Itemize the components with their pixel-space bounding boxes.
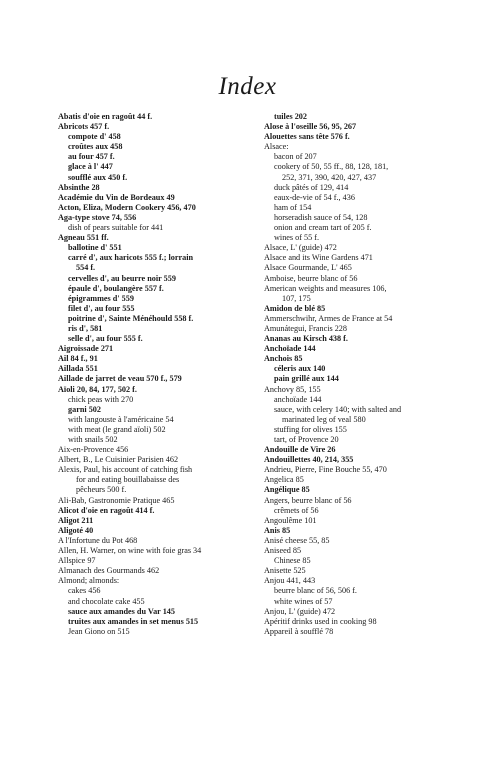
index-entry: Amunátegui, Francis 228 [264,323,347,333]
index-entry: glace à l' 447 [68,162,113,172]
index-entry: Aïoli 20, 84, 177, 502 f. [58,384,137,394]
index-entry: Almanach des Gourmands 462 [58,566,160,576]
index-entry: truites aux amandes in set menus 515 [68,616,199,626]
index-entry: Aga-type stove 74, 556 [58,212,137,222]
index-entry: anchoïade 144 [274,394,322,404]
index-entry: crêmets of 56 [274,505,319,515]
index-entry: horseradish sauce of 54, 128 [274,212,368,222]
index-entry: soufflé aux 450 f. [68,172,128,182]
index-entry: Aillada 551 [58,364,98,374]
index-entry: and chocolate cake 455 [68,596,145,606]
index-entry: filet d', au four 555 [68,303,135,313]
index-entry: sauce, with celery 140; with salted and [274,404,402,414]
index-entry: onion and cream tart of 205 f. [274,223,372,233]
index-entry: ham of 154 [274,202,312,212]
index-entry: poitrine d', Sainte Ménéhould 558 f. [68,313,194,323]
index-entry: Anis 85 [264,525,291,535]
index-entry: Aillade de jarret de veau 570 f., 579 [58,374,182,384]
index-entry: eaux-de-vie of 54 f., 436 [274,192,355,202]
index-entry: Acton, Eliza, Modern Cookery 456, 470 [58,202,196,212]
index-entry: ballotine d' 551 [68,243,122,253]
index-entry: Alouettes sans tête 576 f. [264,132,350,142]
index-entry: au four 457 f. [68,152,115,162]
index-entry: Andouillettes 40, 214, 355 [264,455,354,465]
index-entry: Ananas au Kirsch 438 f. [264,334,348,344]
index-entry: carré d', aux haricots 555 f.; lorrain [68,253,194,263]
index-entry: Aligoté 40 [58,525,94,535]
index-entry: Alsace Gourmande, L' 465 [264,263,352,273]
index-entry: compote d' 458 [68,132,121,142]
index-entry: dish of pears suitable for 441 [68,223,164,233]
index-entry: white wines of 57 [274,596,333,606]
index-entry: céleris aux 140 [274,364,326,374]
index-entry: Alexis, Paul, his account of catching fish [58,465,193,475]
index-entry: Amidon de blé 85 [264,303,326,313]
index-entry: Aniseed 85 [264,546,302,556]
index-entry: with snails 502 [68,435,118,444]
index-entry: Aigroissade 271 [58,344,114,354]
index-entry: beurre blanc of 56, 506 f. [274,586,357,596]
index-entry: wines of 55 f. [274,233,320,243]
index-entry: A l'Infortune du Pot 468 [58,535,138,545]
index-entry: bacon of 207 [274,152,317,162]
index-entry: Angoulême 101 [264,515,317,525]
index-entry: Ali-Bab, Gastronomie Pratique 465 [58,495,175,505]
index-entry: Anchovy 85, 155 [264,384,321,394]
index-column-right [264,112,457,637]
index-entry: sauce aux amandes du Var 145 [68,606,175,616]
index-entry: Chinese 85 [274,556,311,566]
index-entry: Ail 84 f., 91 [58,354,98,364]
index-entry: Allen, H. Warner, on wine with foie gras 34 [58,546,202,556]
index-entry: for and eating bouillabaisse des [76,475,180,485]
page-title: Index [218,73,277,100]
index-entry: Anjou 441, 443 [264,576,316,586]
index-entry: tuiles 202 [274,112,307,121]
index-entry: Anchois 85 [264,354,303,364]
index-entry: Abricots 457 f. [58,122,110,132]
index-entry: cakes 456 [68,586,101,596]
index-entry: Apéritif drinks used in cooking 98 [264,616,377,626]
index-entry: Anjou, L' (guide) 472 [264,606,336,616]
index-entry: chick peas with 270 [68,394,134,404]
index-entry: Anisette 525 [264,566,306,576]
index-entry: Alsace: [264,142,289,152]
index-entry: marinated leg of veal 580 [282,414,366,424]
index-entry: Angélique 85 [264,485,310,495]
index-entry: Académie du Vin de Bordeaux 49 [58,192,175,202]
index-entry: Absinthe 28 [58,182,100,192]
index-entry: Aligot 211 [58,515,94,525]
index-entry: cervelles d', au beurre noir 559 [68,273,176,283]
index-entry: croûtes aux 458 [68,142,123,152]
index-entry: garni 502 [68,404,101,414]
index-entry: 107, 175 [282,293,311,303]
index-entry: épigrammes d' 559 [68,293,134,303]
index-entry: pêcheurs 500 f. [76,485,127,495]
index-entry: Almond; almonds: [58,576,120,586]
index-entry: 554 f. [76,263,96,273]
index-entry: Amboise, beurre blanc of 56 [264,273,358,283]
index-entry: with meat (le grand aïoli) 502 [68,424,166,434]
index-entry: tart, of Provence 20 [274,435,339,444]
index-entry: Allspice 97 [58,556,96,566]
index-column-left [58,112,251,637]
index-entry: Albert, B., Le Cuisinier Parisien 462 [58,455,179,465]
index-entry: Jean Giono on 515 [68,626,130,636]
index-entry: Alose à l'oseille 56, 95, 267 [264,122,357,132]
index-entry: Ammerschwihr, Armes de France at 54 [264,313,393,323]
index-entry: Alsace, L' (guide) 472 [264,243,337,253]
index-entry: cookery of 50, 55 ff., 88, 128, 181, [274,162,389,172]
index-entry: Appareil à soufflé 78 [264,626,334,636]
index-entry: stuffing for olives 155 [274,424,347,434]
index-entry: Alsace and its Wine Gardens 471 [264,253,373,263]
index-entry: épaule d', boulangère 557 f. [68,283,164,293]
index-entry: ris d', 581 [68,323,103,333]
index-entry: duck pâtés of 129, 414 [274,182,349,192]
index-entry: Agneau 551 ff. [58,233,109,243]
index-entry: Andrieu, Pierre, Fine Bouche 55, 470 [264,465,387,475]
index-entry: selle d', au four 555 f. [68,334,143,344]
index-entry: Angelica 85 [264,475,304,485]
index-entry: Anchoïade 144 [264,344,316,354]
index-entry: with langouste à l'américaine 54 [68,414,174,424]
index-entry: Abatis d'oie en ragoût 44 f. [58,112,153,121]
index-entry: Angers, beurre blanc of 56 [264,495,352,505]
index-entry: pain grillé aux 144 [274,374,339,384]
index-entry: Alicot d'oie en ragoût 414 f. [58,505,155,515]
index-entry: Aix-en-Provence 456 [58,445,129,455]
index-entry: 252, 371, 390, 420, 427, 437 [282,172,377,182]
index-entry: Anisé cheese 55, 85 [264,535,330,545]
index-entry: American weights and measures 106, [264,283,387,293]
index-entry: Andouille de Vire 26 [264,445,336,455]
